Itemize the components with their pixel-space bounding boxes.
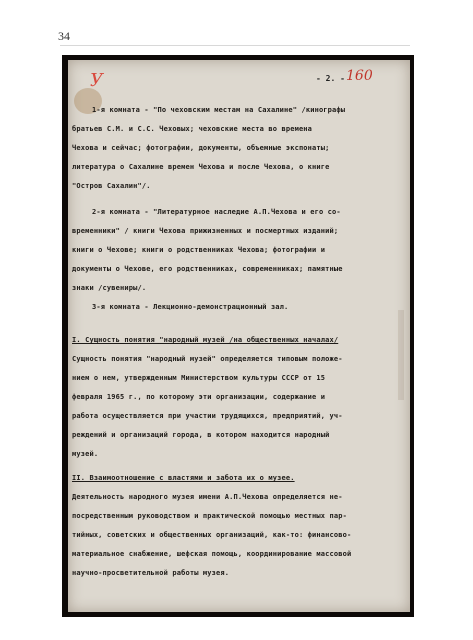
text-line: нием о нем, утвержденным Министерством культуры СССР от 15 bbox=[72, 374, 326, 382]
text-line: временники" / книги Чехова прижизненных и посмертных изданий; bbox=[72, 227, 339, 235]
paper-fold bbox=[398, 310, 404, 400]
text-line: тийных, советских и общественных организаций, как-то: финансово- bbox=[72, 531, 352, 539]
section-heading-2: II. Взаимоотношение с властями и забота их о музее. bbox=[72, 474, 295, 482]
text-line: литература о Сахалине времен Чехова и после Чехова, о книге bbox=[72, 163, 330, 171]
text-line: братьев С.М. и С.С. Чеховых; чеховские места во времена bbox=[72, 125, 313, 133]
text-line: книги о Чехове; книги о родственниках Чехова; фотографии и bbox=[72, 246, 326, 254]
text-line: материальное снабжение, шефская помощь, координирование массовой bbox=[72, 550, 352, 558]
text-line: "Остров Сахалин"/. bbox=[72, 182, 151, 190]
text-line: Чехова и сейчас; фотографии, документы, объемные экспонаты; bbox=[72, 144, 330, 152]
text-line: работа осуществляется при участии трудящихся, предприятий, уч- bbox=[72, 412, 343, 420]
scanned-document bbox=[62, 55, 414, 617]
text-line-room1-title: 1-я комната - "По чеховским местам на Сахалине" /кинографы bbox=[92, 106, 346, 114]
text-line-room2-title: 2-я комната - "Литературное наследие А.П.Чехова и его со- bbox=[92, 208, 341, 216]
text-line: посредственным руководством и практической помощью местных пар- bbox=[72, 512, 347, 520]
header-rule bbox=[60, 45, 410, 46]
text-line: музей. bbox=[72, 450, 99, 458]
text-line: Деятельность народного музея имени А.П.Чехова определяется не- bbox=[72, 493, 343, 501]
text-line: знаки /сувениры/. bbox=[72, 284, 147, 292]
text-line: документы о Чехове, его родственниках, современниках; памятные bbox=[72, 265, 343, 273]
text-line-room3-title: 3-я комната - Лекционно-демонстрационный зал. bbox=[92, 303, 289, 311]
section-heading-1: I. Сущность понятия "народный музей /на общественных началах/ bbox=[72, 336, 339, 344]
folio-number: - 2. - bbox=[316, 74, 345, 83]
text-line: реждений и организаций города, в котором находится народный bbox=[72, 431, 330, 439]
text-line: февраля 1965 г., по которому эти организации, содержание и bbox=[72, 393, 326, 401]
corner-mark: У bbox=[90, 70, 104, 91]
text-line: Сущность понятия "народный музей" определяется типовым положе- bbox=[72, 355, 343, 363]
folio-handwritten: 160 bbox=[346, 68, 373, 84]
text-line: научно-просветительной работы музея. bbox=[72, 569, 230, 577]
paper-sheet bbox=[68, 60, 410, 612]
page-number: 34 bbox=[58, 29, 70, 43]
